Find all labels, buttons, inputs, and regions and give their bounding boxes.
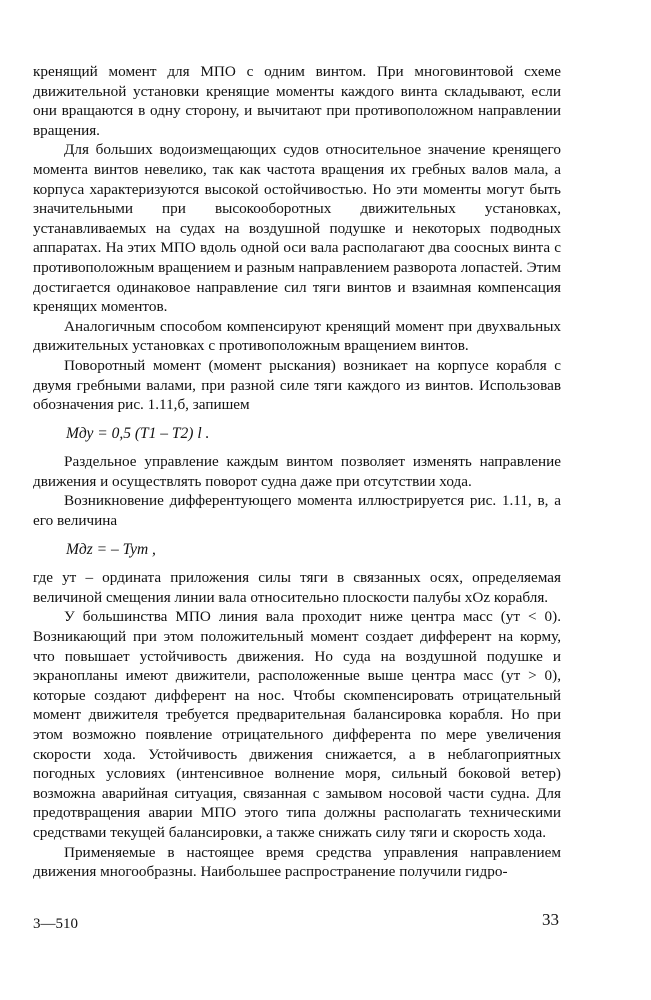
- printer-signature: 3—510: [33, 916, 78, 932]
- paragraph-3: Аналогичным способом компенсируют кренящий момент при двухвальных движительных установках с противоположным вращением винтов.: [33, 317, 561, 355]
- paragraph-4: Поворотный момент (момент рыскания) возникает на корпусе корабля с двумя гребными валами, при разной силе тяги каждого из винтов. Использовав обозначения рис. 1.11,б, запишем: [33, 356, 561, 414]
- yaw-moment-formula: Mду = 0,5 (T1 – T2) l .: [66, 424, 210, 442]
- page-number: 33: [542, 910, 559, 929]
- paragraph-5: Раздельное управление каждым винтом позволяет изменять направление движения и осуществлять поворот судна даже при отсутствии хода.: [33, 453, 561, 490]
- paragraph-2: Для больших водоизмещающих судов относительное значение кренящего момента винтов невелико, так как частота вращения их гребных валов мала, а корпуса характеризуются высокой остойчивостью. Но эти моменты могут быть значительными при высокооборотных движительных установках, устанавливаемых на судах на воздушной подушке и некоторых подводных аппаратах. На этих МПО вдоль одной оси вала располагают два соосных винта с противоположным вращением и разным направлением разворота лопастей. Этим достигается одинаковое направление сил тяги винтов и взаимная компенсация кренящих моментов.: [33, 141, 561, 316]
- body-text: [33, 62, 561, 882]
- paragraph-7: где yт – ордината приложения силы тяги в связанных осях, определяемая величиной смещения линии вала относительно плоскости палубы xOz корабля.: [33, 569, 561, 606]
- trim-moment-formula: Mдz = – Tyт ,: [66, 540, 156, 558]
- paragraph-1: кренящий момент для МПО с одним винтом. При многовинтовой схеме движительной установки кренящие моменты каждого винта складывают, если они вращаются в одну сторону, и вычитают при противоположном направлении вращения.: [33, 63, 561, 139]
- paragraph-6: Возникновение дифферентующего момента иллюстрируется рис. 1.11, в, а его величина: [33, 492, 561, 530]
- paragraph-8: У большинства МПО линия вала проходит ниже центра масс (yт < 0). Возникающий при этом положительный момент создает дифферент на корму, что повышает устойчивость движения. Но суда на воздушной подушке и экранопланы имеют движители, расположенные выше центра масс (yт > 0), которые создают дифферент на нос. Чтобы скомпенсировать отрицательный момент движителя требуется предварительная балансировка корабля. Но при этом возможно появление отрицательного дифферента по мере увеличения скорости хода. Устойчивость движения снижается, а в неблагоприятных погодных условиях (интенсивное волнение моря, сильный боковой ветер) возможна аварийная ситуация, связанная с замывом носовой части судна. Для предотвращения аварии МПО этого типа должны располагать техническими средствами текущей балансировки, а также снижать силу тяги и скорость хода.: [33, 608, 561, 841]
- paragraph-9: Применяемые в настоящее время средства управления направлением движения многообразны. Наибольшее распространение получили гидро-: [33, 843, 561, 881]
